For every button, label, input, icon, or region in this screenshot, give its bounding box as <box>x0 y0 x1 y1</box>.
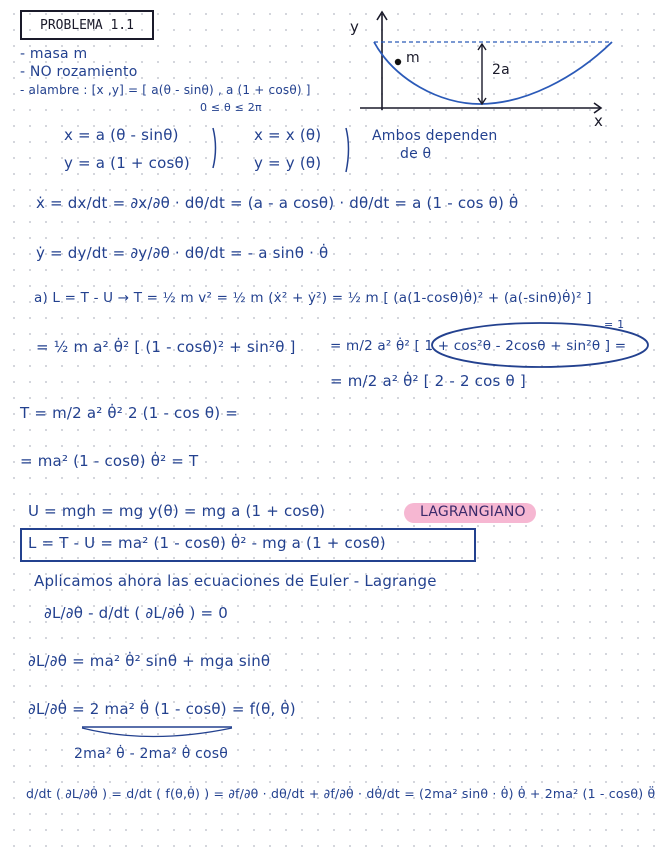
kinetic-expanded: = ½ m a² θ̇² [ (1 - cosθ)² + sin²θ ] <box>36 338 296 356</box>
y-function: y = y (θ) <box>254 154 322 172</box>
lagrangian-badge: LAGRANGIANO <box>420 504 526 520</box>
param-brace-1 <box>213 128 216 168</box>
x-definition: x = a (θ - sinθ) <box>64 126 179 144</box>
intro-wire: - alambre : [x ,y] = [ a(θ - sinθ) , a (1 + cosθ) ] <box>20 83 311 97</box>
time-derivative: d/dt ( ∂L/∂θ̇ ) = d/dt ( f(θ,θ̇) ) = ∂f/∂θ · dθ/dt + ∂f/∂θ̇ · dθ̇/dt = (2ma² sinθ · θ̇) θ̇ + 2ma² (1 - cosθ) θ̈ <box>26 786 656 801</box>
kinetic-simplified: = m/2 a² θ̇² [ 2 - 2 cos θ ] <box>330 372 526 390</box>
x-dot-eq: ẋ = dx/dt = ∂x/∂θ · dθ/dt = (a - a cosθ) · dθ/dt = a (1 - cos θ) θ̇ <box>36 194 519 212</box>
euler-intro: Aplicamos ahora las ecuaciones de Euler - Lagrange <box>34 572 437 590</box>
dL-dthetadot: ∂L/∂θ̇ = 2 ma² θ̇ (1 - cosθ) = f(θ, θ̇) <box>28 700 296 718</box>
intro-mass: - masa m <box>20 46 88 62</box>
y-dot-eq: ẏ = dy/dt = ∂y/∂θ · dθ/dt = - a sinθ · θ̇ <box>36 244 329 262</box>
page-title: PROBLEMA 1.1 <box>20 10 154 40</box>
y-definition: y = a (1 + cosθ) <box>64 154 190 172</box>
lagrangian-equation: L = T - U = ma² (1 - cosθ) θ̇² - mg a (1 + cosθ) <box>28 534 386 552</box>
kinetic-identity: = m/2 a² θ̇² [ 1 + cos²θ - 2cosθ + sin²θ ] = <box>330 338 627 354</box>
note-depend: Ambos dependen <box>372 128 498 144</box>
derivative-expansion: 2ma² θ̇ - 2ma² θ̇ cosθ <box>74 746 229 762</box>
kinetic-factor: T = m/2 a² θ̇² 2 (1 - cos θ) = <box>20 404 239 422</box>
intro-no-friction: - NO rozamiento <box>20 64 138 80</box>
identity-equals-one: = 1 <box>604 318 625 331</box>
potential-energy: U = mgh = mg y(θ) = mg a (1 + cosθ) <box>28 502 326 520</box>
kinetic-energy-def: a) L = T - U → T = ½ m v² = ½ m (ẋ² + ẏ²) = ½ m [ (a(1-cosθ)θ̇)² + (a(-sinθ)θ̇)² ] <box>34 290 592 306</box>
graph-y-label: y <box>350 18 360 36</box>
graph-x-label: x <box>594 112 604 130</box>
graph-height-label: 2a <box>492 62 510 78</box>
intro-range: 0 ≤ θ ≤ 2π <box>200 101 262 114</box>
kinetic-final: = ma² (1 - cosθ) θ̇² = T <box>20 452 199 470</box>
graph-mass-label: m <box>406 50 420 66</box>
note-theta: de θ <box>400 146 432 162</box>
param-brace-2 <box>346 128 349 172</box>
x-function: x = x (θ) <box>254 126 322 144</box>
graph-mass-dot <box>395 59 401 65</box>
dL-dtheta: ∂L/∂θ = ma² θ̇² sinθ + mga sinθ <box>28 652 271 670</box>
euler-equation: ∂L/∂θ - d/dt ( ∂L/∂θ̇ ) = 0 <box>44 604 228 622</box>
